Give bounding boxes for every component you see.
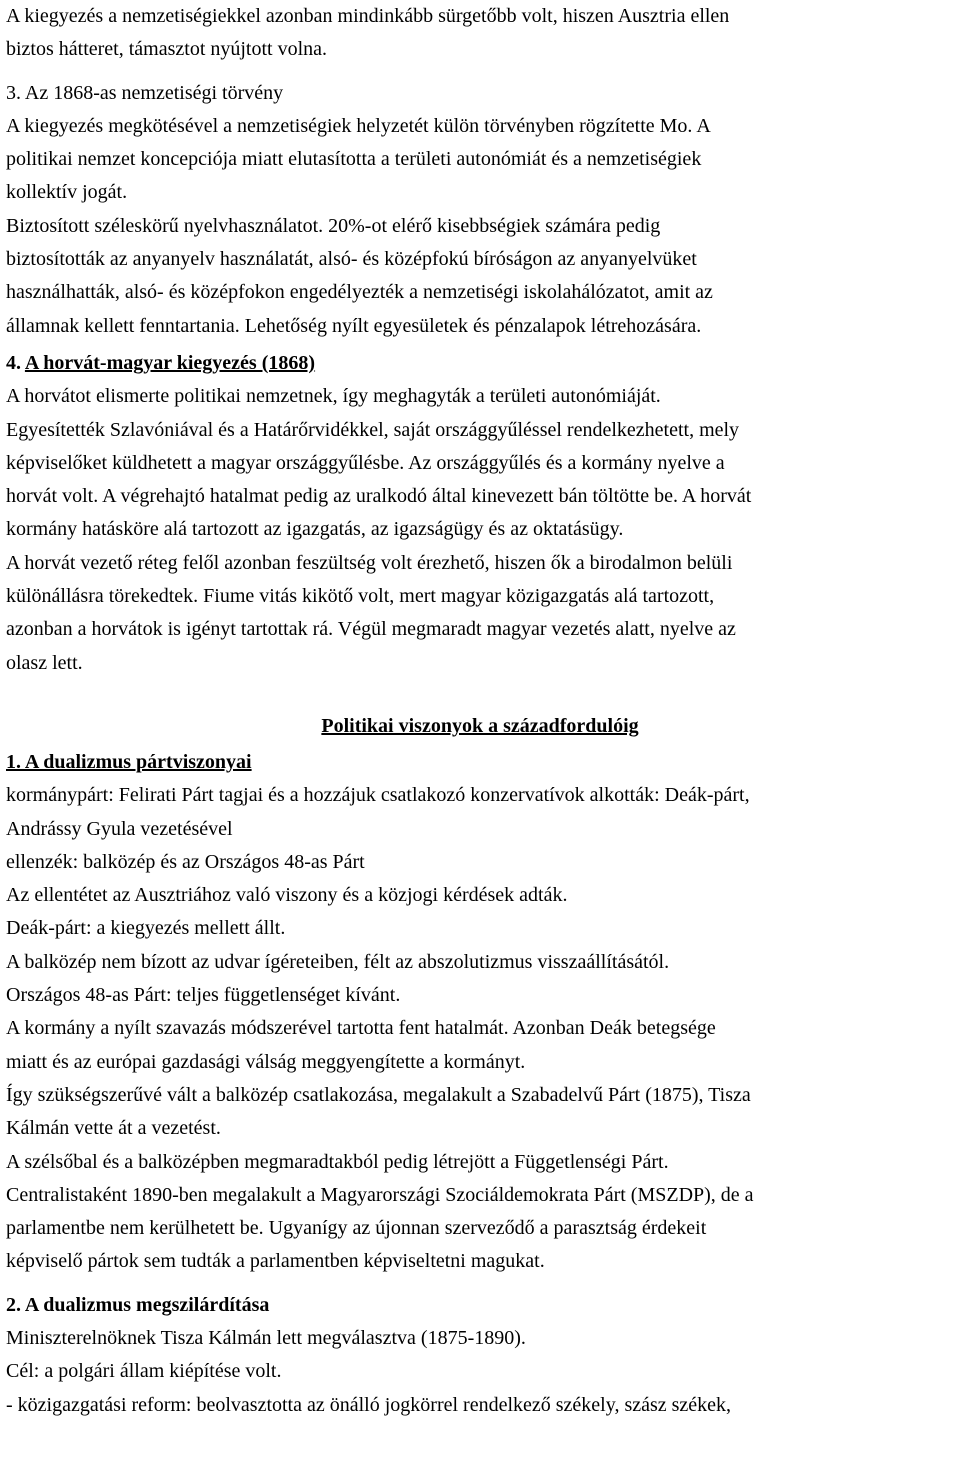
section-4-line: Egyesítették Szlavóniával és a Határőrvidékkel, saját országgyűléssel rendelkezhetett, mely — [6, 418, 740, 441]
part-1-line: Andrássy Gyula vezetésével — [6, 817, 233, 840]
part-1-line: Deák-párt: a kiegyezés mellett állt. — [6, 917, 286, 940]
part-1-line: ellenzék: balközép és az Országos 48-as Párt — [6, 850, 365, 873]
section-4-line: különállásra törekedtek. Fiume vitás kikötő volt, mert magyar közigazgatás alá tartozott, — [6, 585, 715, 608]
section-4-heading — [6, 347, 954, 380]
part-1-line: A balközép nem bízott az udvar ígéreteiben, félt az abszolutizmus visszaállításától. — [6, 950, 670, 973]
part-2-line: Cél: a polgári állam kiépítése volt. — [6, 1360, 282, 1383]
intro-line-1: A kiegyezés a nemzetiségiekkel azonban mindinkább sürgetőbb volt, hiszen Ausztria ellen — [6, 5, 730, 27]
part-1-line: Így szükségszerűvé vált a balközép csatlakozása, megalakult a Szabadelvű Párt (1875), Tisza — [6, 1083, 751, 1106]
section-3-line: kollektív jogát. — [6, 181, 128, 204]
section-4-line: horvát volt. A végrehajtó hatalmat pedig az uralkodó által kinevezett bán töltötte be. A horvát — [6, 485, 752, 508]
part-1-line: A kormány a nyílt szavazás módszerével tartotta fent hatalmát. Azonban Deák betegsége — [6, 1017, 716, 1040]
section-3-line: A kiegyezés megkötésével a nemzetiségiek helyzetét külön törvényben rögzítette Mo. A — [6, 114, 711, 137]
section-3-line: államnak kellett fenntartania. Lehetőség nyílt egyesületek és pénzalapok létrehozására. — [6, 314, 702, 337]
section-4-line: kormány hatásköre alá tartozott az igazgatás, az igazságügy és az oktatásügy. — [6, 518, 624, 541]
part-1-line: Az ellentétet az Ausztriához való viszony és a közjogi kérdések adták. — [6, 884, 568, 907]
part-1-line: Centralistaként 1890-ben megalakult a Magyarországi Szociáldemokrata Párt (MSZDP), de a — [6, 1183, 754, 1206]
part-1-line: parlamentbe nem kerülhetett be. Ugyanígy az újonnan szerveződő a parasztság érdekeit — [6, 1217, 707, 1240]
section-4-number: 4. — [6, 351, 25, 374]
section-4-line: olasz lett. — [6, 651, 83, 674]
part-1-line: A szélsőbal és a balközépben megmaradtakból pedig létrejött a Függetlenségi Párt. — [6, 1150, 669, 1173]
part-2-line: - közigazgatási reform: beolvasztotta az önálló jogkörrel rendelkező székely, szász székek, — [6, 1393, 732, 1416]
part-2-heading: 2. A dualizmus megszilárdítása — [6, 1293, 270, 1316]
part-1-heading: 1. A dualizmus pártviszonyai — [6, 750, 252, 773]
part-1-line: Országos 48-as Párt: teljes függetlenséget kívánt. — [6, 984, 401, 1007]
section-3-line: használhatták, alsó- és középfokon engedélyezték a nemzetiségi iskolahálózatot, amit az — [6, 281, 713, 304]
section-4-line: A horvát vezető réteg felől azonban feszültség volt érezhető, hiszen ők a birodalmon belüli — [6, 551, 733, 574]
part-1-line: miatt és az európai gazdasági válság meggyengítette a kormányt. — [6, 1050, 526, 1073]
intro-line-2: biztos hátteret, támasztot nyújtott volna. — [6, 38, 328, 61]
part-1-line: Kálmán vette át a vezetést. — [6, 1117, 221, 1140]
section-4-line: A horvátot elismerte politikai nemzetnek, így meghagyták a területi autonómiáját. — [6, 385, 661, 408]
section-4-line: azonban a horvátok is igényt tartottak rá. Végül megmaradt magyar vezetés alatt, nyelve az — [6, 618, 736, 641]
section-3-line: Biztosított széleskörű nyelvhasználatot. 20%-ot elérő kisebbségiek számára pedig — [6, 214, 661, 237]
part-1-line: képviselő pártok sem tudták a parlamentben képviseltetni magukat. — [6, 1250, 545, 1273]
page-title: Politikai viszonyok a századfordulóig — [321, 714, 639, 737]
section-4-line: képviselőket küldhetett a magyar országgyűlésbe. Az országgyűlés és a kormány nyelve a — [6, 451, 725, 474]
section-4-title: A horvát-magyar kiegyezés (1868) — [24, 351, 316, 374]
section-3-line: politikai nemzet koncepciója miatt elutasította a területi autonómiát és a nemzetiségiek — [6, 148, 702, 171]
section-3-heading: 3. Az 1868-as nemzetiségi törvény — [6, 81, 284, 104]
part-1-line: kormánypárt: Felirati Párt tagjai és a hozzájuk csatlakozó konzervatívok alkották: Deák-párt, — [6, 784, 750, 807]
part-2-line: Miniszterelnöknek Tisza Kálmán lett megválasztva (1875-1890). — [6, 1326, 526, 1349]
section-3-line: biztosították az anyanyelv használatát, alsó- és középfokú bíróságon az anyanyelvüket — [6, 248, 697, 271]
